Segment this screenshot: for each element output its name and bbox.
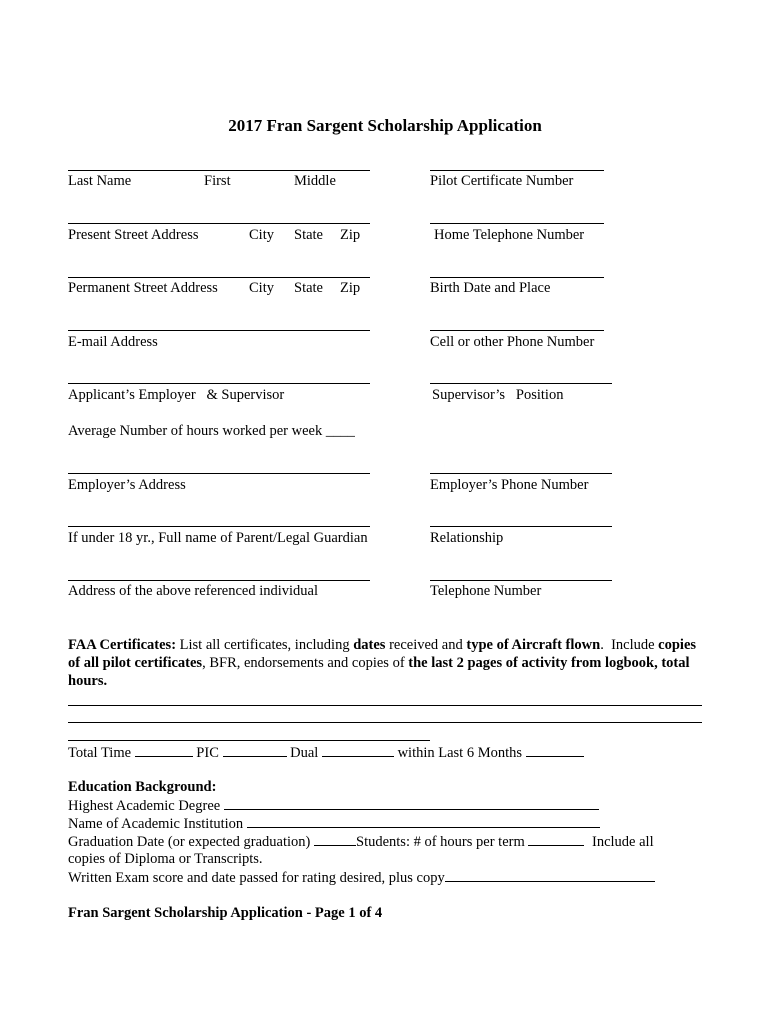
first-name-label: First [204, 173, 231, 189]
city-label: City [249, 227, 274, 243]
employer-address-line[interactable] [68, 473, 370, 474]
employer-address-label: Employer’s Address [68, 477, 186, 493]
dual-blank[interactable] [322, 743, 394, 757]
guardian-line[interactable] [68, 526, 370, 527]
supervisor-position-line[interactable] [430, 383, 612, 384]
within-blank[interactable] [526, 743, 584, 757]
totals-row [68, 743, 584, 762]
ref-telephone-label: Telephone Number [430, 583, 542, 599]
employer-phone-label: Employer’s Phone Number [430, 477, 589, 493]
faa-text-4: , BFR, endorsements and copies of [202, 655, 409, 671]
home-phone-label: Home Telephone Number [434, 227, 585, 243]
cell-label: Cell or other Phone Number [430, 334, 595, 350]
relationship-line[interactable] [430, 526, 612, 527]
institution-blank[interactable] [247, 814, 600, 828]
total-time-label: Total Time [68, 745, 132, 761]
faa-text-3: . Include [600, 637, 659, 653]
faa-bold-2: type of Aircraft flown [466, 637, 601, 653]
birth-label: Birth Date and Place [430, 280, 551, 296]
ref-address-line[interactable] [68, 580, 370, 581]
zip-label-2: Zip [340, 280, 361, 296]
pilot-cert-label: Pilot Certificate Number [430, 173, 574, 189]
education-heading: Education Background: [68, 779, 217, 795]
home-phone-line[interactable] [430, 223, 604, 224]
employer-supervisor-label: Applicant’s Employer & Supervisor [68, 387, 285, 403]
students-blank[interactable] [528, 832, 584, 846]
last-name-label: Last Name [68, 173, 132, 189]
graduation-row [68, 832, 654, 851]
ref-address-label: Address of the above referenced individual [68, 583, 319, 599]
faa-bold-3: copies of all pilot certificates [68, 637, 697, 671]
permanent-address-line[interactable] [68, 277, 370, 278]
institution-label: Name of Academic Institution [68, 816, 244, 832]
relationship-label: Relationship [430, 530, 504, 546]
written-exam-label: Written Exam score and date passed for rating desired, plus copy [68, 870, 445, 886]
birth-line[interactable] [430, 277, 604, 278]
city-label-2: City [249, 280, 274, 296]
zip-label: Zip [340, 227, 361, 243]
within-label: within Last 6 Months [397, 745, 523, 761]
degree-row [68, 796, 599, 815]
supervisor-position-label: Supervisor’s Position [432, 387, 564, 403]
faa-text-1: List all certificates, including [176, 637, 354, 653]
avg-hours-label: Average Number of hours worked per week ____ [68, 423, 355, 439]
permanent-address-label: Permanent Street Address [68, 280, 218, 296]
pic-blank[interactable] [223, 743, 287, 757]
employer-phone-line[interactable] [430, 473, 612, 474]
grad-blank[interactable] [314, 832, 356, 846]
faa-label: FAA Certificates: [68, 637, 177, 653]
cell-line[interactable] [430, 330, 604, 331]
present-address-line[interactable] [68, 223, 370, 224]
faa-line-3[interactable] [68, 740, 430, 741]
faa-text-2: received and [385, 637, 467, 653]
grad-label: Graduation Date (or expected graduation) [68, 834, 311, 850]
total-time-blank[interactable] [135, 743, 193, 757]
degree-label: Highest Academic Degree [68, 798, 221, 814]
include-label: Include all [592, 834, 654, 850]
written-exam-blank[interactable] [445, 868, 655, 882]
state-label-2: State [294, 280, 323, 296]
faa-instructions [68, 636, 708, 690]
written-exam-row [68, 868, 655, 887]
middle-name-label: Middle [294, 173, 336, 189]
page-title: 2017 Fran Sargent Scholarship Application [228, 116, 542, 135]
degree-blank[interactable] [224, 796, 599, 810]
name-line[interactable] [68, 170, 370, 171]
faa-line-2[interactable] [68, 722, 702, 723]
pilot-cert-line[interactable] [430, 170, 604, 171]
pic-label: PIC [196, 745, 219, 761]
present-address-label: Present Street Address [68, 227, 199, 243]
guardian-label: If under 18 yr., Full name of Parent/Legal Guardian [68, 530, 368, 546]
students-label: Students: # of hours per term [356, 834, 525, 850]
employer-supervisor-line[interactable] [68, 383, 370, 384]
page-footer: Fran Sargent Scholarship Application - Page 1 of 4 [68, 905, 383, 921]
institution-row [68, 814, 600, 833]
faa-bold-1: dates [353, 637, 386, 653]
state-label: State [294, 227, 323, 243]
email-line[interactable] [68, 330, 370, 331]
email-label: E-mail Address [68, 334, 158, 350]
faa-line-1[interactable] [68, 705, 702, 706]
copies-label: copies of Diploma or Transcripts. [68, 851, 263, 867]
faa-bold-4: the last 2 pages of activity from logbook, total hours. [68, 655, 690, 689]
ref-telephone-line[interactable] [430, 580, 612, 581]
dual-label: Dual [290, 745, 319, 761]
